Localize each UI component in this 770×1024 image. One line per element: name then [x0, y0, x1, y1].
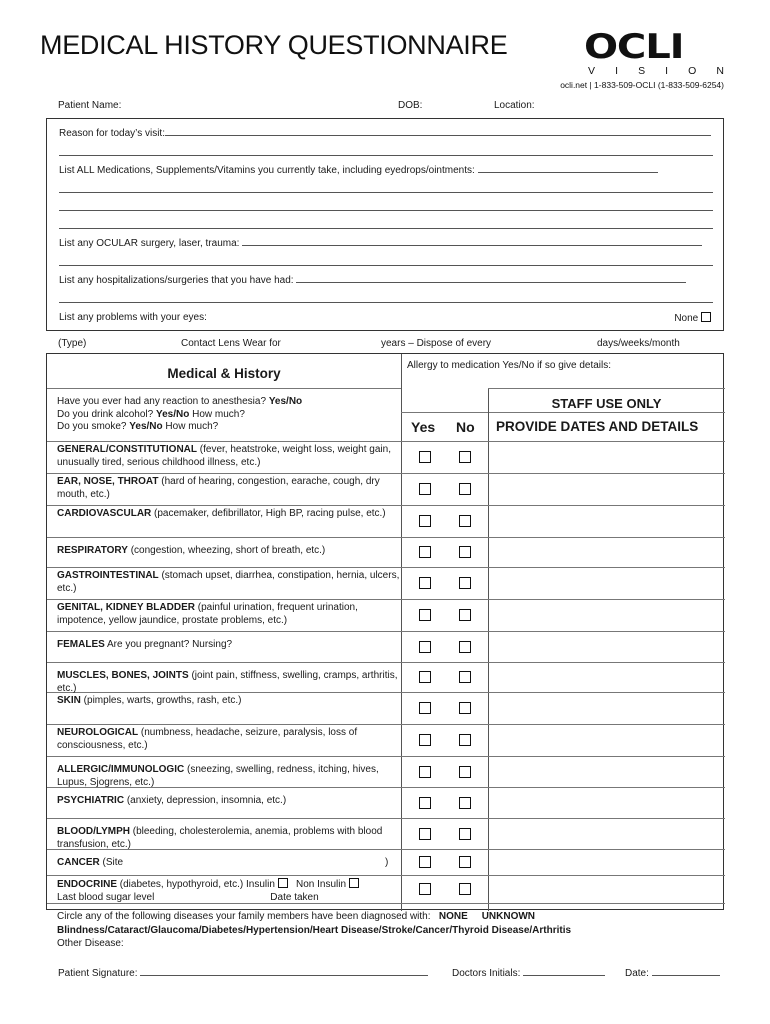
doctor-initials-field[interactable]: Doctors Initials: — [452, 967, 605, 979]
family-unknown-option[interactable]: UNKNOWN — [481, 911, 536, 922]
condition-row-label: MUSCLES, BONES, JOINTS (joint pain, stiffness, swelling, cramps, arthritis, etc.) — [57, 670, 398, 694]
condition-row-label: RESPIRATORY (congestion, wheezing, short of breath, etc.) — [57, 545, 326, 556]
details-cell[interactable] — [489, 875, 724, 903]
lens-type-label[interactable]: (Type) — [58, 338, 87, 349]
dob-label[interactable]: DOB: — [398, 100, 423, 111]
details-cell[interactable] — [489, 599, 724, 631]
details-column-header: PROVIDE DATES AND DETAILS — [496, 419, 699, 434]
details-cell[interactable] — [489, 567, 724, 599]
details-cell[interactable] — [489, 631, 724, 662]
no-checkbox[interactable] — [459, 856, 471, 868]
yes-checkbox[interactable] — [419, 856, 431, 868]
family-other-field[interactable]: Other Disease: — [57, 938, 124, 949]
date-field[interactable]: Date: — [625, 967, 720, 979]
reason-field[interactable]: Reason for today’s visit: — [59, 127, 711, 139]
yes-checkbox[interactable] — [419, 609, 431, 621]
no-checkbox[interactable] — [459, 671, 471, 683]
details-cell[interactable] — [489, 473, 724, 505]
details-cell[interactable] — [489, 818, 724, 849]
smoke-question[interactable]: Do you smoke? Yes/No How much? — [57, 421, 219, 432]
condition-row-label: EAR, NOSE, THROAT (hard of hearing, congestion, earache, cough, dry mouth, etc.) — [57, 476, 380, 500]
condition-row-label: CANCER (Site ) — [57, 857, 389, 868]
lifestyle-questions — [57, 396, 302, 434]
section-title: Medical & History — [167, 366, 281, 381]
family-none-option[interactable]: NONE — [438, 911, 468, 922]
yes-checkbox[interactable] — [419, 766, 431, 778]
yes-checkbox[interactable] — [419, 515, 431, 527]
condition-row-label: ALLERGIC/IMMUNOLOGIC (sneezing, swelling, redness, itching, hives, Lupus, Sjogrens, etc.) — [57, 764, 379, 788]
yes-checkbox[interactable] — [419, 577, 431, 589]
yes-column-header: Yes — [411, 419, 436, 435]
details-cell[interactable] — [489, 441, 724, 473]
no-checkbox[interactable] — [459, 609, 471, 621]
condition-row-label: ENDOCRINE (diabetes, hypothyroid, etc.) Insulin Non Insulin Last blood sugar level Date taken — [57, 878, 402, 904]
no-column-header: No — [456, 419, 475, 435]
no-checkbox[interactable] — [459, 766, 471, 778]
yes-checkbox[interactable] — [419, 546, 431, 558]
anesthesia-question[interactable]: Have you ever had any reaction to anesthesia? Yes/No — [57, 396, 303, 407]
none-checkbox[interactable] — [701, 312, 711, 322]
no-checkbox[interactable] — [459, 797, 471, 809]
yes-checkbox[interactable] — [419, 734, 431, 746]
yes-checkbox[interactable] — [419, 671, 431, 683]
family-disease-list[interactable]: Blindness/Cataract/Glaucoma/Diabetes/Hypertension/Heart Disease/Stroke/Cancer/Thyroid Disease/Arthritis — [57, 924, 572, 936]
alcohol-question[interactable]: Do you drink alcohol? Yes/No How much? — [57, 408, 245, 420]
no-checkbox[interactable] — [459, 641, 471, 653]
yes-checkbox[interactable] — [419, 828, 431, 840]
yes-checkbox[interactable] — [419, 483, 431, 495]
lens-period-label[interactable]: days/weeks/month — [597, 338, 680, 349]
details-cell[interactable] — [489, 537, 724, 567]
lens-years-label[interactable]: years – Dispose of every — [381, 338, 492, 349]
ocli-vision-logo — [584, 27, 726, 77]
location-label[interactable]: Location: — [494, 100, 535, 111]
no-checkbox[interactable] — [459, 515, 471, 527]
condition-row-label: NEUROLOGICAL (numbness, headache, seizure, paralysis, loss of consciousness, etc.) — [57, 727, 358, 751]
reason-line-2[interactable] — [59, 155, 713, 156]
non-insulin-checkbox[interactable] — [349, 878, 359, 888]
hospitalizations-field[interactable]: List any hospitalizations/surgeries that you have had: — [59, 274, 711, 286]
details-cell[interactable] — [489, 724, 724, 756]
condition-row-label: BLOOD/LYMPH (bleeding, cholesterolemia, anemia, problems with blood transfusion, etc.) — [57, 826, 383, 850]
page-title: MEDICAL HISTORY QUESTIONNAIRE — [40, 30, 508, 60]
yes-checkbox[interactable] — [419, 451, 431, 463]
medications-line-4[interactable] — [59, 228, 713, 229]
details-cell[interactable] — [489, 849, 724, 875]
medical-history-table — [46, 353, 724, 949]
medications-line-2[interactable] — [59, 192, 713, 193]
condition-row-label: CARDIOVASCULAR (pacemaker, defibrillator, High BP, racing pulse, etc.) — [57, 508, 386, 519]
details-cell[interactable] — [489, 662, 724, 692]
no-checkbox[interactable] — [459, 546, 471, 558]
condition-row-label: GASTROINTESTINAL (stomach upset, diarrhea, constipation, hernia, ulcers, etc.) — [57, 570, 400, 594]
patient-signature-field[interactable]: Patient Signature: — [58, 967, 428, 979]
no-checkbox[interactable] — [459, 734, 471, 746]
yes-checkbox[interactable] — [419, 641, 431, 653]
none-option[interactable]: None — [674, 312, 711, 324]
condition-row-label: FEMALES Are you pregnant? Nursing? — [57, 639, 233, 650]
details-cell[interactable] — [489, 756, 724, 787]
yes-checkbox[interactable] — [419, 702, 431, 714]
no-checkbox[interactable] — [459, 483, 471, 495]
no-checkbox[interactable] — [459, 883, 471, 895]
staff-use-heading: STAFF USE ONLY — [551, 396, 662, 411]
no-checkbox[interactable] — [459, 577, 471, 589]
hospitalizations-line-2[interactable] — [59, 302, 713, 303]
patient-name-label[interactable]: Patient Name: — [58, 100, 122, 111]
logo-subtitle: V I S I O N — [588, 65, 724, 77]
eye-problems-field[interactable]: List any problems with your eyes: — [59, 312, 207, 323]
medications-field[interactable]: List ALL Medications, Supplements/Vitamins you currently take, including eyedrops/ointments: — [59, 164, 711, 176]
yes-checkbox[interactable] — [419, 797, 431, 809]
no-checkbox[interactable] — [459, 702, 471, 714]
insulin-checkbox[interactable] — [278, 878, 288, 888]
allergy-field[interactable]: Allergy to medication Yes/No if so give details: — [407, 360, 611, 371]
yes-checkbox[interactable] — [419, 883, 431, 895]
no-checkbox[interactable] — [459, 828, 471, 840]
logo-wordmark: OCLI — [584, 27, 684, 67]
history-questions-section — [46, 118, 724, 331]
condition-row-label: GENERAL/CONSTITUTIONAL (fever, heatstroke, weight loss, weight gain, unusually tired, serious childhood illness, etc.) — [57, 444, 391, 468]
lens-wear-label[interactable]: Contact Lens Wear for — [181, 338, 281, 349]
condition-row-label: SKIN (pimples, warts, growths, rash, etc.) — [57, 695, 242, 706]
no-checkbox[interactable] — [459, 451, 471, 463]
details-cell[interactable] — [489, 787, 724, 818]
condition-row-label: GENITAL, KIDNEY BLADDER (painful urination, frequent urination, impotence, yellow jaundice, prostate problems, etc.) — [57, 602, 358, 626]
ocular-line-2[interactable] — [59, 265, 713, 266]
ocular-field[interactable]: List any OCULAR surgery, laser, trauma: — [59, 237, 711, 249]
medications-line-3[interactable] — [59, 210, 713, 211]
family-history-section[interactable]: Circle any of the following diseases your family members have been diagnosed with: NONE UNKNOWN Blindness/Cataract/Glaucoma/Diabetes/Hypertension/Heart Disease/Stroke/Cancer/Thyroid Disease/Arthritis Other Disease: — [57, 911, 572, 949]
details-cell[interactable] — [489, 505, 724, 537]
contact-info: ocli.net | 1-833-509-OCLI (1-833-509-6254) — [560, 80, 724, 90]
details-cell[interactable] — [489, 692, 724, 724]
condition-row-label: PSYCHIATRIC (anxiety, depression, insomnia, etc.) — [57, 795, 287, 806]
